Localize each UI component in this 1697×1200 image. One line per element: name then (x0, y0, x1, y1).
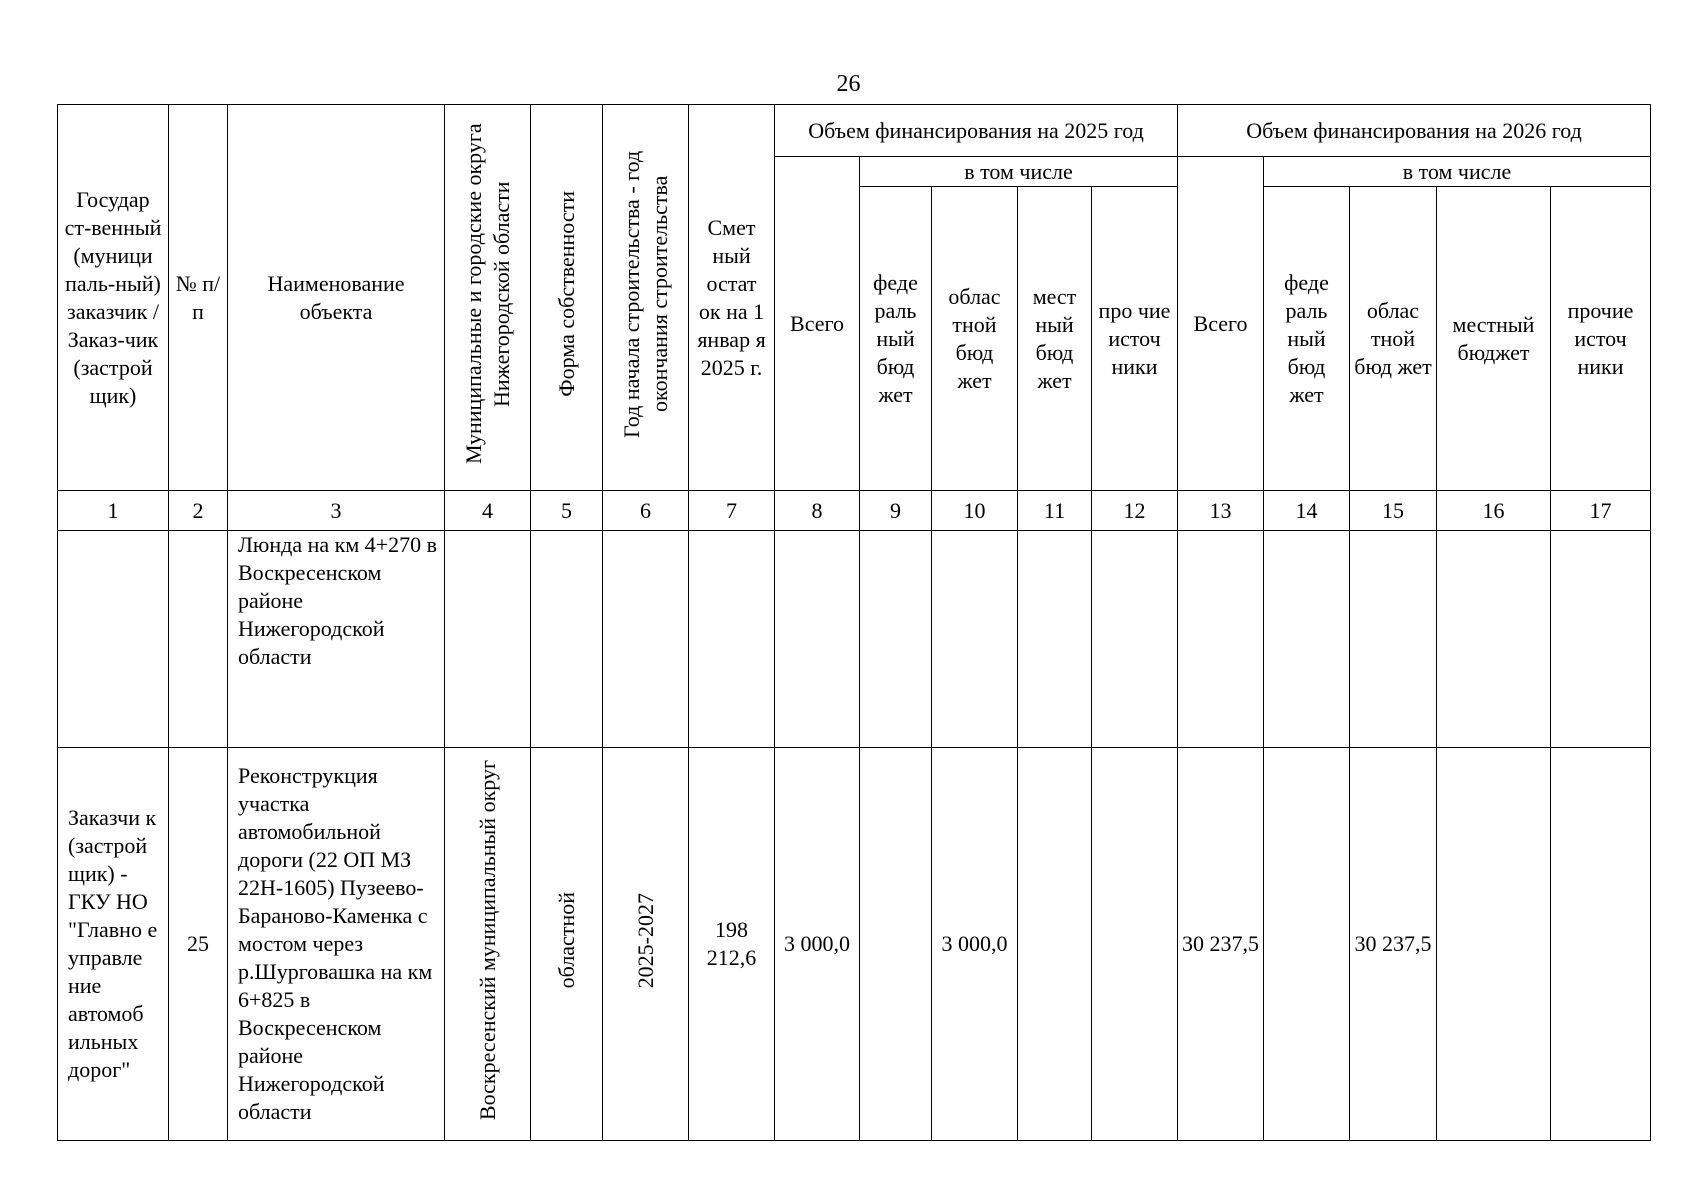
cell-municipality (445, 748, 531, 1141)
header-local-2025: мест ный бюд жет (1018, 187, 1092, 491)
header-federal-2026: феде раль ный бюд жет (1264, 187, 1350, 491)
cell-object-name: Реконструкция участка автомобильной дороги (22 ОП МЗ 22Н-1605) Пузеево-Бараново-Каменка с мостом через р.Шурговашка на км 6+825 в Воскресенском районе Нижегородской области (228, 748, 445, 1141)
cell-estimate (689, 531, 775, 748)
column-number: 15 (1350, 491, 1437, 531)
cell-ownership-text: областной (553, 892, 579, 989)
cell-regional-2025: 3 000,0 (932, 748, 1018, 1141)
column-number: 1 (58, 491, 169, 531)
column-number: 13 (1178, 491, 1264, 531)
cell-num (169, 531, 228, 748)
header-municipality-text: Муниципальные и городские округа Нижегородской области (460, 123, 514, 465)
table-row (58, 748, 1651, 1141)
cell-total-2026 (1178, 531, 1264, 748)
cell-federal-2026 (1264, 531, 1350, 748)
cell-local-2025 (1018, 531, 1092, 748)
cell-federal-2025 (860, 748, 932, 1141)
header-fin-2025: Объем финансирования на 2025 год (775, 105, 1178, 157)
column-number: 7 (689, 491, 775, 531)
cell-ownership (531, 531, 603, 748)
header-other-2025: про чие источ ники (1092, 187, 1178, 491)
column-number: 17 (1551, 491, 1651, 531)
cell-federal-2026 (1264, 748, 1350, 1141)
column-number: 6 (603, 491, 689, 531)
cell-regional-2026 (1350, 531, 1437, 748)
header-estimate: Смет ный остат ок на 1 январ я 2025 г. (689, 105, 775, 491)
header-row-1 (58, 105, 1651, 157)
cell-federal-2025 (860, 531, 932, 748)
cell-regional-2026: 30 237,5 (1350, 748, 1437, 1141)
cell-total-2025 (775, 531, 860, 748)
column-number: 5 (531, 491, 603, 531)
header-regional-2026: облас тной бюд жет (1350, 187, 1437, 491)
cell-other-2026 (1551, 531, 1651, 748)
header-including-2026: в том числе (1264, 157, 1651, 187)
cell-num: 25 (169, 748, 228, 1141)
column-number: 16 (1437, 491, 1551, 531)
cell-other-2025 (1092, 748, 1178, 1141)
header-ownership (531, 105, 603, 491)
column-number: 3 (228, 491, 445, 531)
cell-regional-2025 (932, 531, 1018, 748)
column-number: 14 (1264, 491, 1350, 531)
header-fin-2026: Объем финансирования на 2026 год (1178, 105, 1651, 157)
header-years (603, 105, 689, 491)
column-number-row (58, 491, 1651, 531)
header-local-2026: местный бюджет (1437, 187, 1551, 491)
header-customer: Государ ст-венный (муници паль-ный) заказчик / Заказ-чик (застрой щик) (58, 105, 169, 491)
cell-years-text: 2025-2027 (632, 892, 658, 989)
cell-local-2026 (1437, 531, 1551, 748)
cell-local-2025 (1018, 748, 1092, 1141)
header-ownership-text: Форма собственности (553, 191, 579, 397)
page-number: 26 (836, 71, 861, 97)
header-regional-2025: облас тной бюд жет (932, 187, 1018, 491)
cell-object-name: Люнда на км 4+270 в Воскресенском районе Нижегородской области (228, 531, 445, 748)
header-other-2026: прочие источ ники (1551, 187, 1651, 491)
cell-years (603, 531, 689, 748)
cell-other-2026 (1551, 748, 1651, 1141)
column-number: 4 (445, 491, 531, 531)
cell-estimate: 198 212,6 (689, 748, 775, 1141)
financing-table (57, 104, 1651, 1141)
header-num: № п/п (169, 105, 228, 491)
column-number: 12 (1092, 491, 1178, 531)
cell-years (603, 748, 689, 1141)
cell-total-2026: 30 237,5 (1178, 748, 1264, 1141)
column-number: 8 (775, 491, 860, 531)
header-total-2025: Всего (775, 157, 860, 491)
header-including-2025: в том числе (860, 157, 1178, 187)
column-number: 11 (1018, 491, 1092, 531)
header-years-text: Год начала строительства - год окончания строительства (618, 150, 672, 438)
cell-municipality-text: Воскресенский муниципальный округ (474, 760, 500, 1121)
header-municipality (445, 105, 531, 491)
column-number: 9 (860, 491, 932, 531)
cell-customer (58, 531, 169, 748)
header-federal-2025: феде раль ный бюд жет (860, 187, 932, 491)
column-number: 10 (932, 491, 1018, 531)
cell-total-2025: 3 000,0 (775, 748, 860, 1141)
header-total-2026: Всего (1178, 157, 1264, 491)
table-row (58, 531, 1651, 748)
cell-other-2025 (1092, 531, 1178, 748)
cell-local-2026 (1437, 748, 1551, 1141)
cell-customer: Заказчи к (застрой щик) - ГКУ НО "Главно е управле ние автомоб ильных дорог" (58, 748, 169, 1141)
column-number: 2 (169, 491, 228, 531)
cell-municipality (445, 531, 531, 748)
cell-ownership (531, 748, 603, 1141)
header-object-name: Наименование объекта (228, 105, 445, 491)
